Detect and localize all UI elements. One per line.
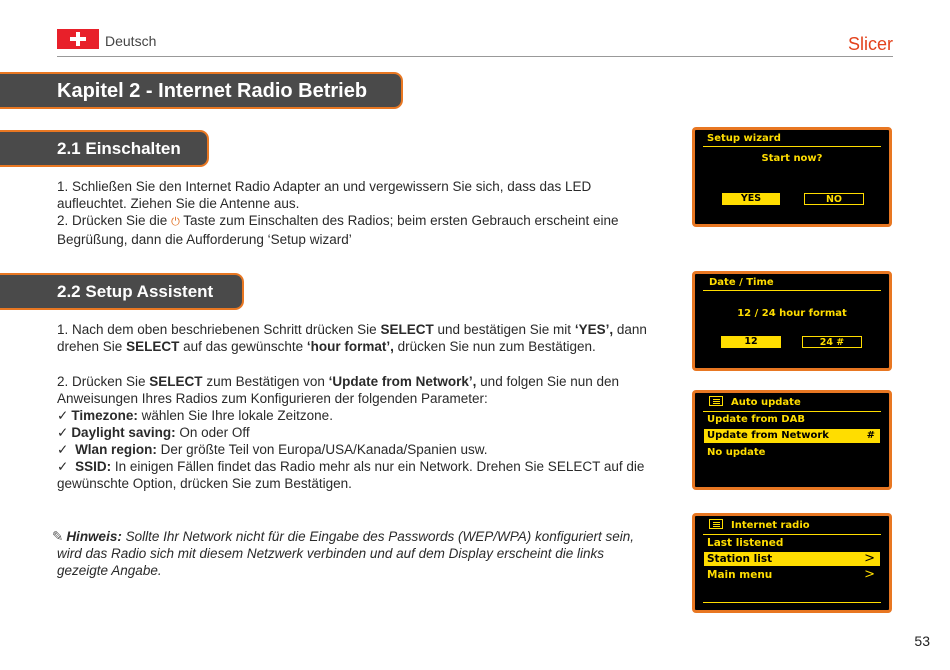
power-icon: ⏻ — [171, 216, 180, 228]
display-date-time — [692, 271, 892, 371]
display-title: Auto update — [731, 397, 801, 408]
page-number: 53 — [914, 633, 930, 649]
option-24h: 24 # — [802, 336, 862, 348]
no-option: NO — [804, 193, 864, 205]
section-title: 2.2 Setup Assistent — [57, 282, 214, 301]
check-icon: ✓ — [57, 442, 69, 457]
display-divider — [703, 146, 881, 147]
chapter-banner — [0, 72, 403, 109]
menu-item-update-network: Update from Network # — [704, 429, 880, 443]
hint-note: ✎ Hinweis: Sollte Ihr Network nicht für die Eingabe des Passwords (WEP/WPA) konfiguriert sein, wird das Radio sich mit diesem Netzwerk verbinden und auf dem Display erscheint die links gezeigte Angabe. — [52, 529, 635, 578]
selected-mark: # — [866, 430, 875, 441]
chevron-right-icon: > — [864, 567, 875, 582]
swiss-flag-icon — [57, 29, 99, 49]
section1-step1: 1. Schließen Sie den Internet Radio Adapter an und vergewissern Sie sich, dass das LED aufleuchtet. Ziehen Sie die Antenne aus. — [57, 179, 592, 211]
menu-list-icon — [709, 396, 723, 406]
check-icon: ✓ — [57, 459, 69, 474]
display-prompt: Start now? — [761, 153, 823, 164]
menu-item-update-dab: Update from DAB — [707, 414, 805, 425]
menu-item-station-list: Station list > — [704, 552, 880, 566]
display-divider — [703, 290, 881, 291]
section2-step1: 1. Nach dem oben beschriebenen Schritt drücken Sie SELECT und bestätigen Sie mit ‘YES’, dann drehen Sie SELECT auf das gewünschte ‘hour format’, drücken Sie nun zum Bestätigen. — [57, 322, 647, 354]
menu-item-no-update: No update — [707, 447, 766, 458]
check-icon: ✓ — [57, 425, 69, 440]
section1-step2: 2. Drücken Sie die ⏻ Taste zum Einschalten des Radios; beim ersten Gebrauch erscheint eine Begrüßung, dann die Aufforderung ‘Setup wizard’ — [57, 213, 619, 247]
param-item-wlan-region: ✓ Wlan region: Der größte Teil von Europa/USA/Kanada/Spanien usw. — [57, 442, 488, 457]
section-title: 2.1 Einschalten — [57, 139, 181, 158]
check-icon: ✓ — [57, 408, 69, 423]
menu-item-main-menu: Main menu > — [707, 567, 875, 582]
display-internet-radio — [692, 513, 892, 613]
display-title: Setup wizard — [707, 133, 781, 144]
chapter-title: Kapitel 2 - Internet Radio Betrieb — [57, 80, 368, 102]
display-prompt: 12 / 24 hour format — [737, 308, 847, 319]
section1-body — [57, 178, 647, 248]
chevron-right-icon: > — [864, 551, 875, 566]
yes-option: YES — [722, 193, 780, 205]
section2-step2: 2. Drücken Sie SELECT zum Bestätigen von ‘Update from Network’, und folgen Sie nun den Anweisungen Ihres Radios zum Konfigurieren der folgenden Parameter: ✓ Timezone: wählen Sie Ihre lokale Zeitzone. ✓ Daylight saving: On oder Off ✓ Wlan region: Der größte Teil von Europa/USA/Kanada/Spanien usw. ✓ SSID: In einigen Fällen findet das Radio mehr als nur ein Network. Drehen Sie SELECT auf die gewünschte Option, drücken Sie zum Bestätigen. — [57, 373, 647, 492]
menu-item-last-listened: Last listened — [707, 537, 784, 549]
display-title: Internet radio — [731, 520, 810, 531]
display-setup-wizard — [692, 127, 892, 227]
option-12h: 12 — [721, 336, 781, 348]
param-item-ssid: ✓ SSID: In einigen Fällen findet das Radio mehr als nur ein Network. Drehen Sie SELECT auf die gewünschte Option, drücken Sie zum Bestätigen. — [57, 459, 645, 491]
display-divider — [703, 411, 881, 412]
brand-name: Slicer — [847, 34, 893, 54]
header-divider — [57, 56, 893, 57]
section-banner-setup-assistent — [0, 273, 244, 310]
pencil-icon: ✎ — [52, 529, 64, 544]
display-title: Date / Time — [709, 277, 774, 288]
display-auto-update — [692, 390, 892, 490]
menu-list-icon — [709, 519, 723, 529]
language-label: Deutsch — [105, 33, 157, 49]
param-item-timezone: ✓ Timezone: wählen Sie Ihre lokale Zeitzone. — [57, 408, 333, 423]
display-divider — [703, 602, 881, 603]
display-divider — [703, 534, 881, 535]
section-banner-einschalten — [0, 130, 209, 167]
param-item-daylight-saving: ✓ Daylight saving: On oder Off — [57, 425, 250, 440]
